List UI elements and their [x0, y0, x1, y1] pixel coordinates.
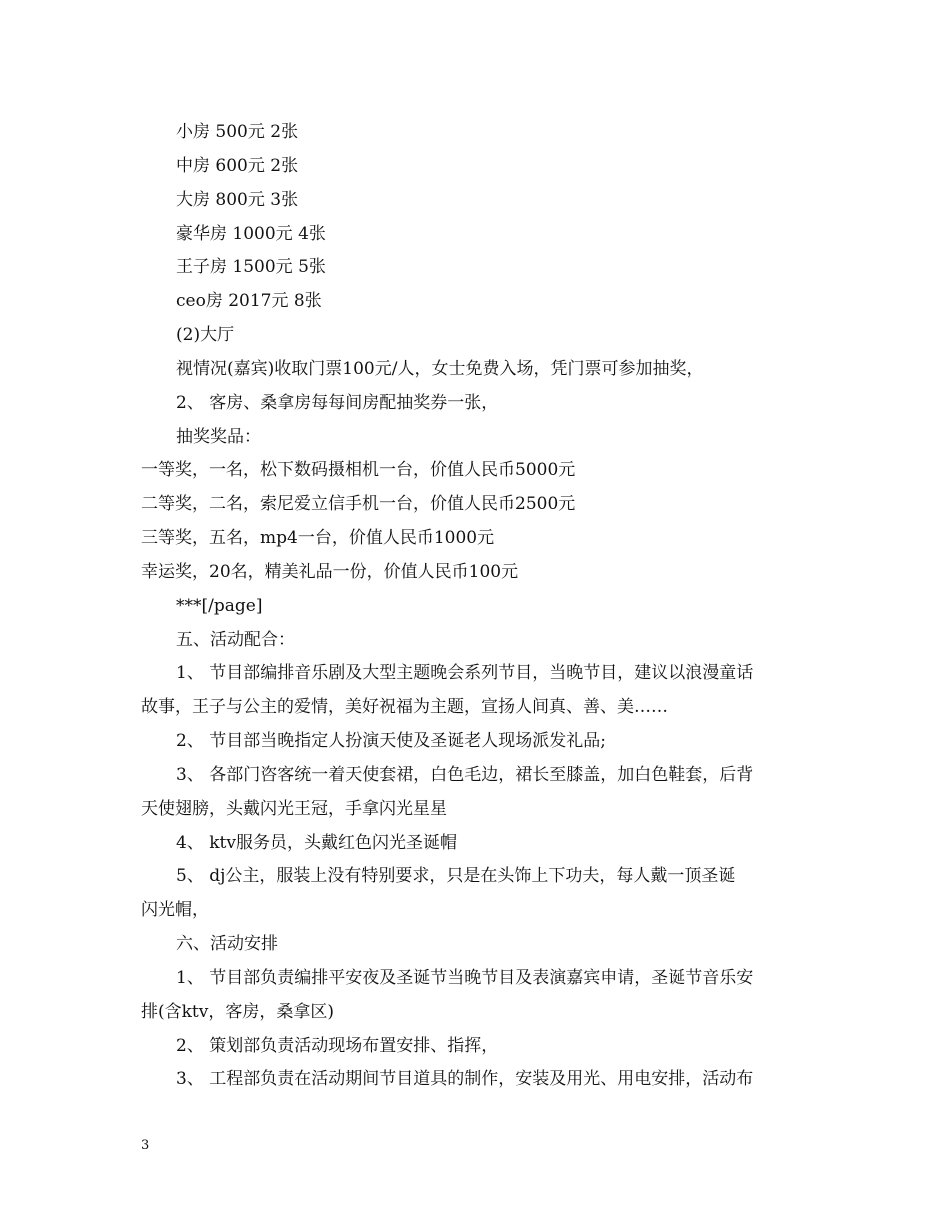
room-deluxe-line: 豪华房 1000元 4张 [176, 224, 326, 244]
section-six-item-1: 1、 节目部负责编排平安夜及圣诞节当晚节目及表演嘉宾申请，圣诞节音乐安 [176, 968, 754, 988]
lucky-prize-line: 幸运奖，20名，精美礼品一份，价值人民币100元 [141, 562, 519, 582]
room-ceo-line: ceo房 2017元 8张 [176, 291, 322, 311]
section-six-item-2: 2、 策划部负责活动现场布置安排、指挥， [176, 1036, 499, 1056]
room-medium-line: 中房 600元 2张 [176, 156, 299, 176]
section-five-item-3: 3、 各部门咨客统一着天使套裙，白色毛边，裙长至膝盖，加白色鞋套，后背 [176, 765, 754, 785]
item-2-line: 2、 客房、桑拿房每每间房配抽奖券一张， [176, 393, 499, 413]
page-number: 3 [141, 1138, 150, 1153]
room-large-line: 大房 800元 3张 [176, 190, 299, 210]
third-prize-line: 三等奖，五名，mp4一台，价值人民币1000元 [141, 528, 495, 548]
section-six-item-3: 3、 工程部负责在活动期间节目道具的制作，安装及用光、用电安排，活动布 [176, 1069, 754, 1089]
room-small-line: 小房 500元 2张 [176, 122, 299, 142]
section-five-item-5: 5、 dj公主，服装上没有特别要求，只是在头饰上下功夫，每人戴一顶圣诞 [176, 866, 736, 886]
first-prize-line: 一等奖，一名，松下数码摄相机一台，价值人民币5000元 [141, 460, 576, 480]
section-six-item-1-cont: 排(含ktv，客房，桑拿区) [141, 1002, 335, 1022]
section-five-item-2: 2、 节目部当晚指定人扮演天使及圣诞老人现场派发礼品; [176, 731, 606, 751]
section-five-item-3-cont: 天使翅膀，头戴闪光王冠，手拿闪光星星 [141, 799, 447, 819]
prize-heading: 抽奖奖品： [176, 427, 261, 447]
room-prince-line: 王子房 1500元 5张 [176, 257, 326, 277]
section-five-item-5-cont: 闪光帽， [141, 900, 209, 920]
section-five-item-1: 1、 节目部编排音乐剧及大型主题晚会系列节目，当晚节目，建议以浪漫童话 [176, 663, 754, 683]
page-marker-line: ***[/page] [176, 596, 263, 616]
second-prize-line: 二等奖，二名，索尼爱立信手机一台，价值人民币2500元 [141, 494, 576, 514]
hall-heading: (2)大厅 [176, 325, 235, 345]
hall-ticket-line: 视情况(嘉宾)收取门票100元/人，女士免费入场，凭门票可参加抽奖， [176, 359, 704, 379]
section-six-heading: 六、活动安排 [176, 934, 278, 954]
section-five-item-4: 4、 ktv服务员，头戴红色闪光圣诞帽 [176, 833, 457, 853]
section-five-item-1-cont: 故事，王子与公主的爱情，美好祝福为主题，宣扬人间真、善、美…… [141, 697, 668, 717]
section-five-heading: 五、活动配合： [176, 630, 295, 650]
